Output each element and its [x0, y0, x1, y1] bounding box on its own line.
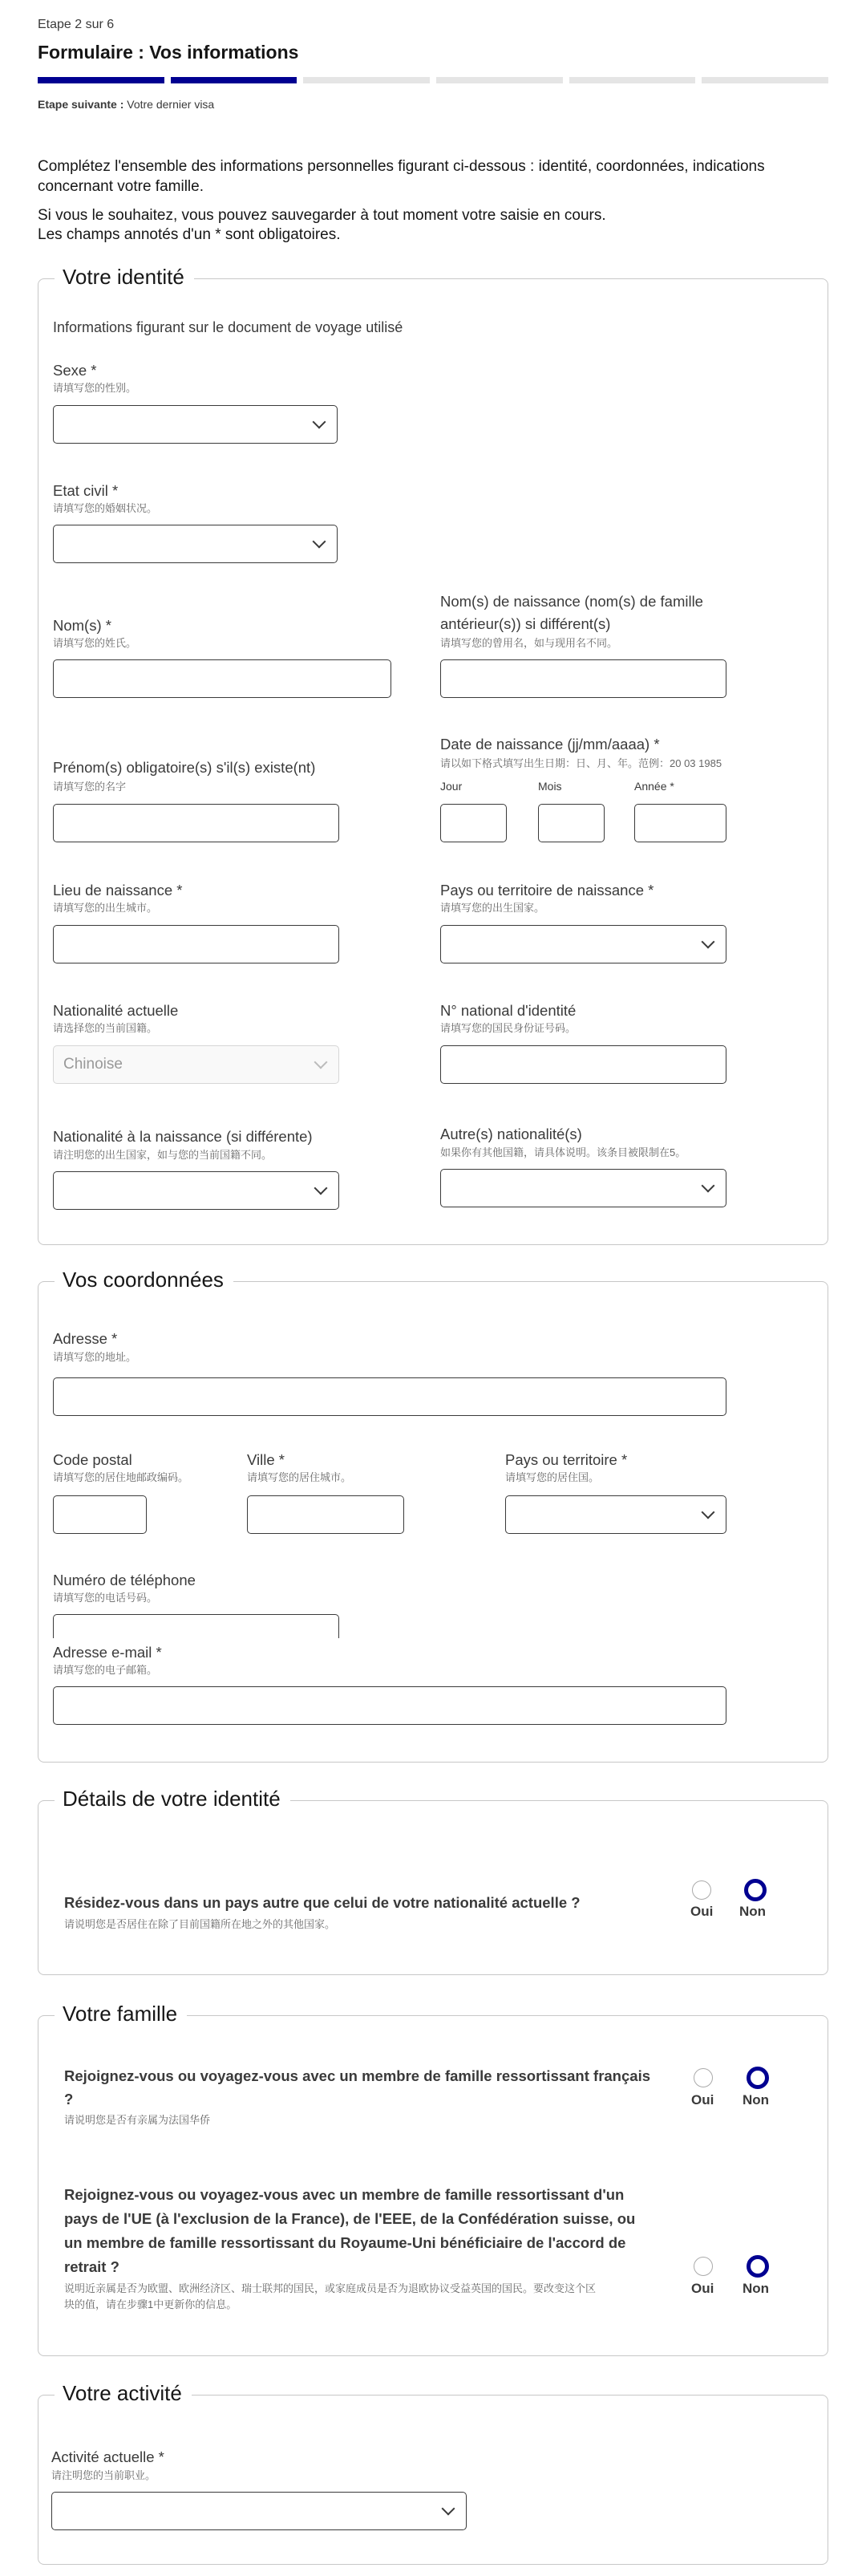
progress-segment: [171, 77, 297, 83]
nationalite-naissance-select[interactable]: [53, 1171, 339, 1210]
jour-input[interactable]: [440, 804, 507, 842]
annee-input[interactable]: [634, 804, 726, 842]
num-national-hint: 请填写您的国民身份证号码。: [440, 1022, 577, 1034]
famille-fr-oui-radio[interactable]: [694, 2068, 713, 2087]
famille-fr-oui-label: Oui: [691, 2092, 714, 2107]
residence-oui-radio[interactable]: [692, 1880, 711, 1900]
nationalite-value: Chinoise: [63, 1056, 123, 1073]
residence-non-radio[interactable]: [744, 1879, 767, 1901]
progress-segment: [569, 77, 696, 83]
etat-civil-hint: 请填写您的婚姻状况。: [53, 502, 158, 514]
ville-input[interactable]: [247, 1495, 404, 1534]
nationalite-hint: 请选择您的当前国籍。: [53, 1022, 158, 1034]
activite-section: [38, 2381, 828, 2565]
adresse-hint: 请填写您的地址。: [53, 1351, 137, 1363]
lieu-naissance-label: Lieu de naissance *: [53, 882, 183, 899]
activite-select[interactable]: [51, 2492, 467, 2530]
next-step-prefix: Etape suivante :: [38, 98, 124, 111]
nom-naissance-label-2: antérieur(s)) si différent(s): [440, 615, 611, 632]
famille-legend: Votre famille: [55, 2002, 187, 2026]
autres-nationalites-label: Autre(s) nationalité(s): [440, 1126, 582, 1142]
famille-fr-hint: 请说明您是否有亲属为法国华侨: [64, 2114, 211, 2126]
nationalite-label: Nationalité actuelle: [53, 1002, 179, 1019]
famille-ue-non-radio[interactable]: [747, 2255, 769, 2278]
etat-civil-select[interactable]: [53, 525, 338, 563]
mois-input[interactable]: [538, 804, 605, 842]
num-national-input[interactable]: [440, 1045, 726, 1084]
etat-civil-label: Etat civil *: [53, 482, 119, 499]
chevron-down-icon: [314, 1056, 328, 1069]
residence-non-label: Non: [739, 1904, 767, 1919]
pays-naissance-hint: 请填写您的出生国家。: [440, 902, 545, 914]
activite-hint: 请注明您的当前职业。: [51, 2469, 156, 2481]
pays-hint: 请填写您的居住国。: [505, 1471, 600, 1483]
chevron-down-icon: [442, 2502, 455, 2516]
sexe-hint: 请填写您的性别。: [53, 382, 137, 394]
autres-nationalites-hint: 如果你有其他国籍，请具体说明。该条目被限制在5。: [440, 1146, 686, 1158]
lieu-naissance-input[interactable]: [53, 925, 339, 963]
next-step-value: Votre dernier visa: [127, 98, 215, 111]
activite-label: Activité actuelle *: [51, 2448, 164, 2465]
progress-segment: [436, 77, 563, 83]
telephone-hint: 请填写您的电话号码。: [53, 1592, 158, 1604]
famille-ue-question-3: un membre de famille ressortissant du Royaume-Uni bénéficiaire de l'accord de: [64, 2234, 626, 2251]
email-input[interactable]: [53, 1686, 726, 1725]
code-postal-input[interactable]: [53, 1495, 147, 1534]
autres-nationalites-select[interactable]: [440, 1169, 726, 1207]
intro-save-note: Si vous le souhaitez, vous pouvez sauvegarder à tout moment votre saisie en cours.: [38, 207, 606, 224]
nationalite-naissance-label: Nationalité à la naissance (si différente): [53, 1128, 313, 1145]
telephone-label: Numéro de téléphone: [53, 1572, 196, 1588]
date-naissance-label: Date de naissance (jj/mm/aaaa) *: [440, 736, 660, 753]
identity-subtitle: Informations figurant sur le document de voyage utilisé: [53, 319, 403, 335]
famille-fr-non-radio[interactable]: [747, 2067, 769, 2089]
telephone-input[interactable]: [53, 1614, 339, 1638]
famille-ue-hint-1: 说明近亲属是否为欧盟、欧洲经济区、瑞士联邦的国民，或家庭成员是否为退欧协议受益英国的国民。要改变这个区: [64, 2282, 597, 2294]
coords-section: [38, 1268, 828, 1763]
identity-section: [38, 265, 828, 1245]
chevron-down-icon: [313, 416, 326, 429]
page-title: Formulaire : Vos informations: [38, 42, 299, 63]
pays-naissance-select[interactable]: [440, 925, 726, 963]
famille-ue-question-4: retrait ?: [64, 2258, 119, 2275]
famille-ue-hint-2: 块的值，请在步骤1中更新你的信息。: [64, 2298, 237, 2310]
chevron-down-icon: [313, 535, 326, 549]
famille-fr-question-2: ?: [64, 2091, 74, 2107]
famille-ue-question-2: pays de l'UE (à l'exclusion de la France), de l'EEE, de la Confédération suisse, ou: [64, 2210, 636, 2227]
code-postal-label: Code postal: [53, 1451, 132, 1468]
prenom-input[interactable]: [53, 804, 339, 842]
step-indicator: Etape 2 sur 6: [38, 18, 115, 31]
details-section: [38, 1787, 828, 1975]
nom-naissance-label-1: Nom(s) de naissance (nom(s) de famille: [440, 593, 703, 610]
prenom-label: Prénom(s) obligatoire(s) s'il(s) existe(nt): [53, 759, 316, 776]
details-legend: Détails de votre identité: [55, 1787, 290, 1811]
residence-hint: 请说明您是否居住在除了目前国籍所在地之外的其他国家。: [64, 1918, 336, 1930]
date-naissance-hint: 请以如下格式填写出生日期：日、月、年。范例：20 03 1985: [440, 757, 722, 769]
progress-segment: [303, 77, 430, 83]
nom-input[interactable]: [53, 659, 391, 698]
famille-ue-oui-radio[interactable]: [694, 2257, 713, 2276]
sexe-select[interactable]: [53, 405, 338, 444]
chevron-down-icon: [314, 1182, 328, 1195]
next-step: [38, 98, 214, 111]
nom-label: Nom(s) *: [53, 617, 111, 634]
adresse-input[interactable]: [53, 1377, 726, 1416]
coords-legend: Vos coordonnées: [55, 1268, 233, 1292]
nom-naissance-hint: 请填写您的曾用名，如与现用名不同。: [440, 637, 618, 649]
intro-paragraph: Complétez l'ensemble des informations personnelles figurant ci-dessous : identité, coordonnées, indications concernant votre famille.: [38, 158, 765, 195]
ville-hint: 请填写您的居住城市。: [247, 1471, 352, 1483]
pays-select[interactable]: [505, 1495, 726, 1534]
lieu-naissance-hint: 请填写您的出生城市。: [53, 902, 158, 914]
progress-segment: [38, 77, 164, 83]
sexe-label: Sexe *: [53, 362, 97, 379]
mois-label: Mois: [538, 780, 562, 793]
famille-ue-non-label: Non: [743, 2281, 770, 2296]
chevron-down-icon: [702, 935, 715, 949]
code-postal-hint: 请填写您的居住地邮政编码。: [53, 1471, 189, 1483]
nationalite-select[interactable]: [53, 1045, 339, 1084]
famille-ue-oui-label: Oui: [691, 2281, 714, 2296]
jour-label: Jour: [440, 780, 463, 793]
pays-label: Pays ou territoire *: [505, 1451, 628, 1468]
num-national-label: N° national d'identité: [440, 1002, 577, 1019]
famille-fr-non-label: Non: [743, 2092, 770, 2107]
ville-label: Ville *: [247, 1451, 285, 1468]
annee-label: Année *: [634, 780, 674, 793]
identity-legend: Votre identité: [55, 265, 194, 290]
email-label: Adresse e-mail *: [53, 1644, 162, 1661]
progress-bar: [38, 77, 828, 83]
prenom-hint: 请填写您的名字: [53, 781, 127, 793]
email-hint: 请填写您的电子邮箱。: [53, 1664, 158, 1676]
residence-oui-label: Oui: [690, 1904, 714, 1919]
intro-required-note: Les champs annotés d'un * sont obligatoires.: [38, 226, 341, 243]
famille-ue-question-1: Rejoignez-vous ou voyagez-vous avec un membre de famille ressortissant d'un: [64, 2186, 625, 2203]
residence-question: Résidez-vous dans un pays autre que celui de votre nationalité actuelle ?: [64, 1894, 581, 1911]
pays-naissance-label: Pays ou territoire de naissance *: [440, 882, 654, 899]
progress-segment: [702, 77, 828, 83]
chevron-down-icon: [702, 1179, 715, 1193]
nom-hint: 请填写您的姓氏。: [53, 637, 137, 649]
nom-naissance-input[interactable]: [440, 659, 726, 698]
chevron-down-icon: [702, 1506, 715, 1519]
activite-legend: Votre activité: [55, 2381, 192, 2406]
famille-fr-question-1: Rejoignez-vous ou voyagez-vous avec un membre de famille ressortissant français: [64, 2067, 650, 2084]
adresse-label: Adresse *: [53, 1330, 118, 1347]
nationalite-naissance-hint: 请注明您的出生国家，如与您的当前国籍不同。: [53, 1149, 273, 1161]
famille-section: [38, 2002, 828, 2356]
